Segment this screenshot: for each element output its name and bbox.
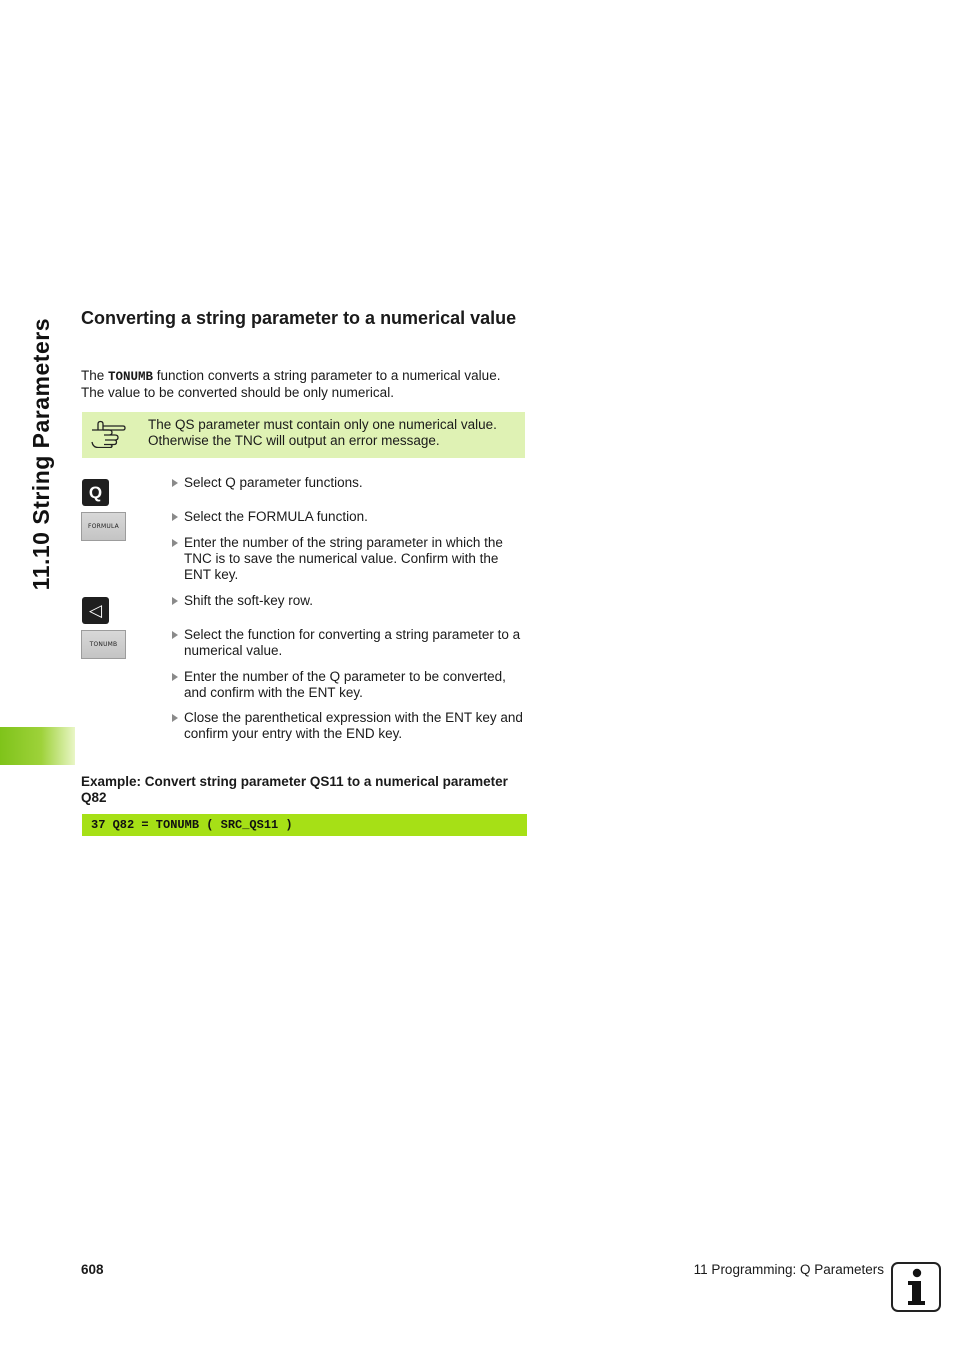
info-glyph [893, 1264, 939, 1310]
step-item: Enter the number of the Q parameter to be converted, and confirm with the ENT key. [172, 669, 526, 701]
shift-softkey-row-key[interactable]: ◁ [82, 597, 109, 624]
bullet-arrow-icon [172, 631, 178, 639]
bullet-arrow-icon [172, 673, 178, 681]
q-key[interactable]: Q [82, 479, 109, 506]
info-icon [891, 1262, 941, 1312]
bullet-arrow-icon [172, 479, 178, 487]
bullet-arrow-icon [172, 513, 178, 521]
step-item: Select the function for converting a string parameter to a numerical value. [172, 627, 526, 659]
pointing-hand-icon [90, 420, 126, 448]
bullet-arrow-icon [172, 714, 178, 722]
formula-softkey[interactable]: FORMULA [81, 512, 126, 541]
note-text: The QS parameter must contain only one numerical value. Otherwise the TNC will output an error message. [148, 417, 497, 448]
step-item: Enter the number of the string parameter in which the TNC is to save the numerical value. Confirm with the ENT key. [172, 535, 526, 583]
step-item: Select the FORMULA function. [172, 509, 526, 525]
chapter-title: 11 Programming: Q Parameters [693, 1262, 884, 1277]
note-box [82, 412, 525, 458]
step-item: Close the parenthetical expression with the ENT key and confirm your entry with the END key. [172, 710, 526, 742]
bullet-arrow-icon [172, 597, 178, 605]
step-item: Shift the soft-key row. [172, 593, 526, 609]
bullet-arrow-icon [172, 539, 178, 547]
function-keyword: TONUMB [108, 370, 154, 384]
page-number: 608 [81, 1262, 104, 1277]
example-title: Example: Convert string parameter QS11 to a numerical parameter Q82 [81, 774, 508, 805]
section-heading: Converting a string parameter to a numerical value [81, 308, 517, 328]
tonumb-softkey[interactable]: TONUMB [81, 630, 126, 659]
section-side-title: 11.10 String Parameters [28, 318, 54, 591]
example-code-line: 37 Q82 = TONUMB ( SRC_QS11 ) [82, 814, 527, 836]
intro-paragraph: The TONUMB function converts a string parameter to a numerical value. The value to be converted should be only numerical. [81, 368, 501, 400]
step-item: Select Q parameter functions. [172, 475, 526, 491]
chapter-tab-marker [0, 727, 75, 765]
